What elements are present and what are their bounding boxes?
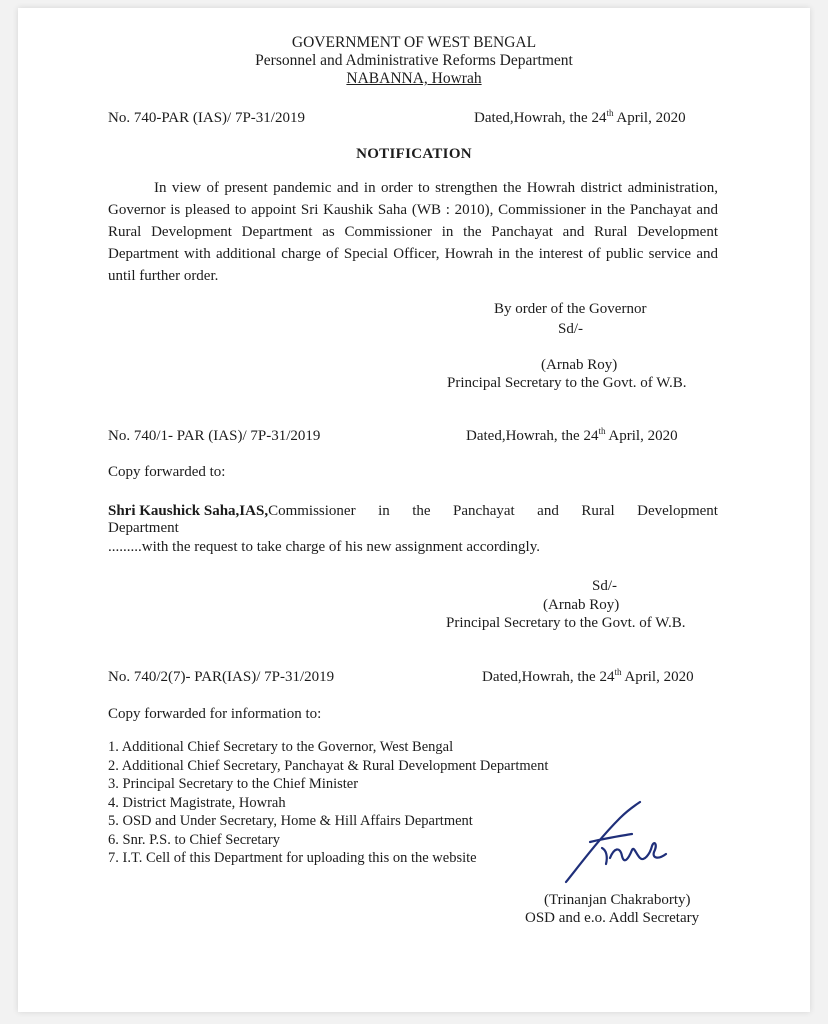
notification-body xyxy=(108,177,718,287)
recipient-line-2: Department xyxy=(108,520,179,536)
list-item: 3. Principal Secretary to the Chief Minister xyxy=(108,776,359,792)
date-suffix: April, 2020 xyxy=(605,428,678,444)
notification-body-text: In view of present pandemic and in order to strengthen the Howrah district administration, Governor is pleased to appoint Sri Kaushik Saha (WB : 2010), Commissioner in the Panchayat and Rural Development Department as Commissioner in the Panchayat and Rural Development Department with additional charge of Special Officer, Howrah in the interest of public service and until further order. xyxy=(108,180,718,284)
date-prefix: Dated,Howrah, the 24 xyxy=(466,428,599,444)
recipient-words-6: Rural xyxy=(581,503,615,519)
recipient-line xyxy=(108,503,718,520)
date-line-3 xyxy=(482,669,694,686)
date-suffix: April, 2020 xyxy=(613,110,686,126)
government-heading: GOVERNMENT OF WEST BENGAL xyxy=(291,34,537,51)
list-item: 5. OSD and Under Secretary, Home & Hill Affairs Department xyxy=(108,813,473,829)
list-item: 1. Additional Chief Secretary to the Governor, West Bengal xyxy=(108,739,454,755)
designation-1: Principal Secretary to the Govt. of W.B. xyxy=(447,375,687,391)
list-item: 7. I.T. Cell of this Department for uploading this on the website xyxy=(108,850,477,866)
memo-number-3: No. 740/2(7)- PAR(IAS)/ 7P-31/2019 xyxy=(108,669,335,685)
recipient-words-7: Development xyxy=(637,503,718,519)
copy-forwarded-label-2: Copy forwarded to: xyxy=(108,464,226,480)
date-prefix: Dated,Howrah, the 24 xyxy=(482,669,615,685)
signatory-1: (Arnab Roy) xyxy=(541,357,618,373)
handwritten-signature-icon xyxy=(562,798,672,888)
sd-1: Sd/- xyxy=(558,321,584,337)
copy-forwarded-label-3: Copy forwarded for information to: xyxy=(108,706,322,722)
signatory-3: (Trinanjan Chakraborty) xyxy=(544,892,691,908)
designation-3: OSD and e.o. Addl Secretary xyxy=(525,910,700,926)
recipient-words-5: and xyxy=(537,503,559,519)
date-prefix: Dated,Howrah, the 24 xyxy=(474,110,607,126)
date-superscript: th xyxy=(614,667,622,677)
list-item: 4. District Magistrate, Howrah xyxy=(108,794,286,811)
location-heading xyxy=(0,70,828,88)
list-item: 6. Snr. P.S. to Chief Secretary xyxy=(108,831,280,848)
by-order-line: By order of the Governor xyxy=(494,301,647,317)
notification-title: NOTIFICATION xyxy=(356,146,472,162)
sd-2: Sd/- xyxy=(592,578,618,594)
date-line-2 xyxy=(466,428,678,445)
recipient-words-1: Commissioner xyxy=(268,503,356,519)
recipient-words-4: Panchayat xyxy=(453,503,515,519)
memo-number-1: No. 740-PAR (IAS)/ 7P-31/2019 xyxy=(108,110,305,126)
list-item: 2. Additional Chief Secretary, Panchayat & Rural Development Department xyxy=(108,757,549,774)
location-text: NABANNA, Howrah xyxy=(346,70,482,87)
request-line: .........with the request to take charge of his new assignment accordingly. xyxy=(108,539,540,555)
designation-2: Principal Secretary to the Govt. of W.B. xyxy=(446,615,686,631)
recipient-words-3: the xyxy=(412,503,431,519)
memo-number-2: No. 740/1- PAR (IAS)/ 7P-31/2019 xyxy=(108,428,321,444)
recipient-list xyxy=(108,738,548,868)
date-suffix: April, 2020 xyxy=(621,669,694,685)
date-superscript: th xyxy=(598,426,606,436)
recipient-name: Shri Kaushick Saha,IAS, xyxy=(108,503,269,519)
date-superscript: th xyxy=(606,108,614,118)
recipient-words-2: in xyxy=(378,503,390,519)
department-heading: Personnel and Administrative Reforms Department xyxy=(255,52,573,69)
date-line-1 xyxy=(474,110,686,127)
signatory-2: (Arnab Roy) xyxy=(543,597,620,613)
